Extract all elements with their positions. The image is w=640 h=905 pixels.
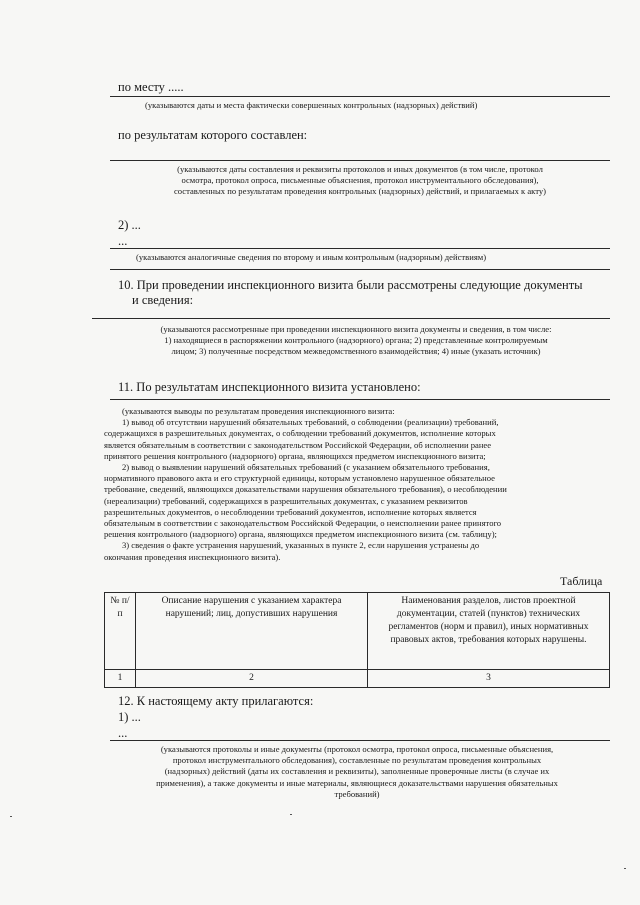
note-dates-places: (указываются даты и места фактически совершенных контрольных (надзорных) действий) bbox=[145, 100, 478, 110]
note-section-11: (указываются выводы по результатам проведения инспекционного визита: 1) вывод об отсутствии нарушений обязательных требований, о соблюдении (реализации) требований, содержащихся в разрешительных документах, о соблюдении требований документов, исполнение которых является обязательным в соответствии с законодательством Российской Федерации, об исполнении ранее принятого решения контрольного (надзорного) органа, являющихся предметом инспекционного визита; 2) вывод о выявлении нарушений обязательных требований (с указанием обязательного требования, нормативного правового акта и его структурной единицы, которым установлено нарушенное обязательное требование, сведений, являющихся доказательствами нарушения обязательного требования), о несоблюдении (нереализации) требований, содержащихся в разрешительных документах, с указанием реквизитов разрешительных документов, о несоблюдении требований документов, исполнение которых является обязательным в соответствии с законодательством Российской Федерации, о неисполнении ранее принятого решения контрольного (надзорного) органа, являющихся предметом инспекционного визита (см. таблицу); 3) сведения о факте устранения нарушений, указанных в пункте 2, если нарушения устранены до окончания проведения инспекционного визита). bbox=[104, 406, 507, 562]
note-section-12: (указываются протоколы и иные документы (протокол осмотра, протокол опроса, письменные объяснения, протокол инструментального обследования), составленные по результатам проведения контрольных (надзорных) действий (даты их составления и реквизиты), заполненные проверочные листы (в случае их применения), а также документы и иные материалы, являющиеся доказательствами нарушения обязательных требований) bbox=[156, 744, 558, 799]
scan-speck bbox=[290, 814, 292, 815]
compiled-line: по результатам которого составлен: bbox=[118, 128, 308, 142]
underline bbox=[110, 248, 610, 249]
underline bbox=[110, 399, 610, 400]
section-10-heading: 10. При проведении инспекционного визита были рассмотрены следующие документы и сведения: bbox=[118, 278, 583, 307]
underline bbox=[110, 96, 610, 97]
underline bbox=[92, 318, 610, 319]
underline bbox=[110, 160, 610, 161]
item-2: 2) ... bbox=[118, 218, 141, 232]
header-description: Описание нарушения с указанием характера нарушений; лиц, допустивших нарушения bbox=[136, 593, 368, 670]
place-line: по месту ..... bbox=[118, 80, 184, 94]
underline bbox=[110, 740, 610, 741]
underline bbox=[110, 269, 610, 270]
cell-requirements: 3 bbox=[368, 670, 610, 688]
dots: ... bbox=[118, 234, 128, 248]
section-11-heading: 11. По результатам инспекционного визита установлено: bbox=[118, 380, 421, 394]
cell-description: 2 bbox=[136, 670, 368, 688]
header-requirements: Наименования разделов, листов проектной документации, статей (пунктов) технических регламентов (норм и правил), иных нормативных правовых актов, требования которых нарушены. bbox=[368, 593, 610, 670]
cell-number: 1 bbox=[105, 670, 136, 688]
violations-table bbox=[104, 592, 610, 688]
section-12-heading: 12. К настоящему акту прилагаются: bbox=[118, 694, 314, 708]
note-protocols: (указываются даты составления и реквизиты протоколов и иных документов (в том числе, протокол осмотра, протокол опроса, письменные объяснения, протокол инструментального обследования), составленных по результатам проведения контрольных (надзорных) действий, и прилагаемых к акту) bbox=[173, 164, 547, 197]
table-header-row bbox=[105, 593, 610, 670]
dots: ... bbox=[118, 726, 128, 740]
note-similar: (указываются аналогичные сведения по второму и иным контрольным (надзорным) действиям) bbox=[136, 252, 487, 262]
scan-speck bbox=[10, 816, 12, 817]
table-caption: Таблица bbox=[560, 574, 603, 588]
note-section-10: (указываются рассмотренные при проведении инспекционного визита документы и сведения, в том числе: 1) находящиеся в распоряжении контрольного (надзорного) органа; 2) представленные контролируемым лицом; 3) полученные посредством межведомственного взаимодействия; 4) иные (указать источник) bbox=[160, 324, 552, 357]
header-number: № п/п bbox=[105, 593, 136, 670]
scan-speck bbox=[624, 868, 626, 869]
item-1: 1) ... bbox=[118, 710, 141, 724]
table-row bbox=[105, 670, 610, 688]
